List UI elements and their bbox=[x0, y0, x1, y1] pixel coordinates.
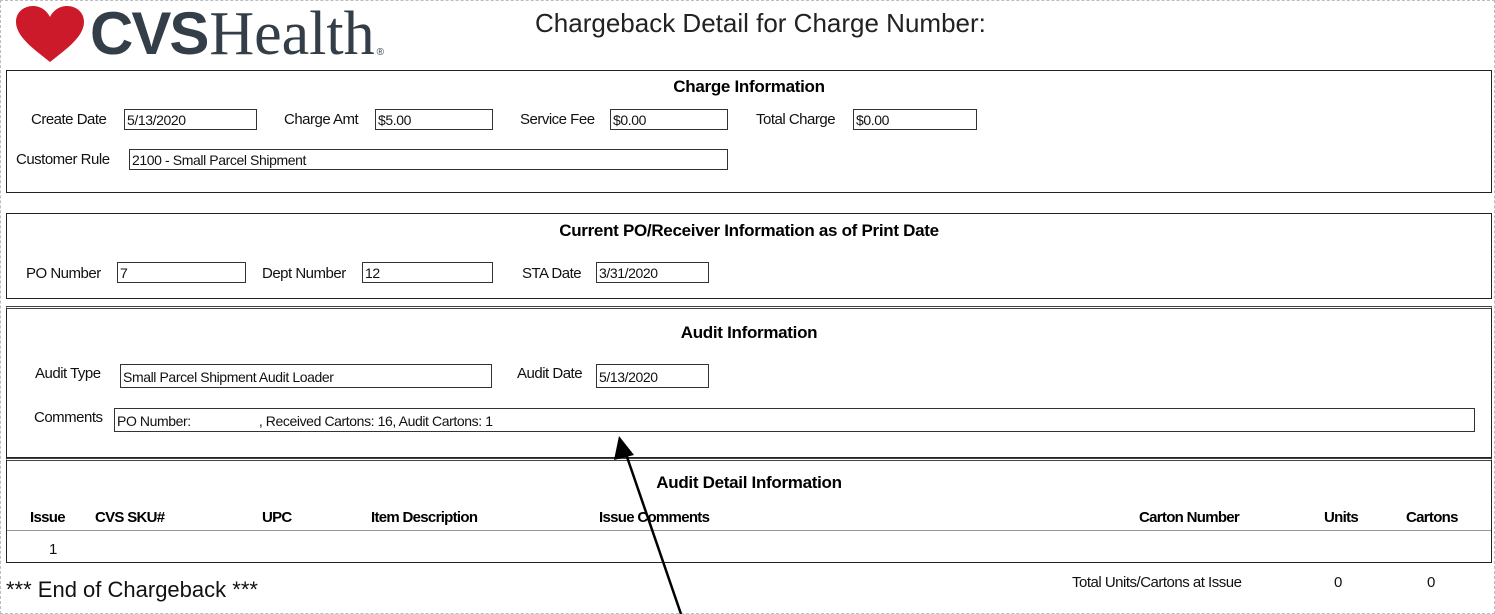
charge-information-title: Charge Information bbox=[673, 77, 825, 96]
create-date-label: Create Date bbox=[31, 111, 107, 128]
logo-health-text: Health bbox=[209, 0, 375, 68]
comments-suffix: , Received Cartons: 16, Audit Cartons: 1 bbox=[258, 413, 493, 429]
logo-cvs-text: CVS bbox=[90, 0, 208, 67]
customer-rule-label: Customer Rule bbox=[16, 151, 110, 168]
column-header-units: Units bbox=[1324, 509, 1359, 526]
po-receiver-title: Current PO/Receiver Information as of Print Date bbox=[559, 221, 939, 240]
sta-date-field[interactable]: 3/31/2020 bbox=[596, 262, 709, 283]
table-row-issue: 1 bbox=[49, 541, 57, 558]
po-number-field[interactable]: 7 bbox=[117, 262, 246, 283]
charge-amt-label: Charge Amt bbox=[284, 111, 359, 128]
dept-number-field[interactable]: 12 bbox=[362, 262, 493, 283]
column-header-cartons: Cartons bbox=[1406, 509, 1458, 526]
total-cartons-value: 0 bbox=[1427, 574, 1435, 591]
audit-date-label: Audit Date bbox=[517, 365, 583, 382]
po-number-label: PO Number bbox=[26, 265, 101, 282]
column-header-item-description: Item Description bbox=[371, 509, 478, 526]
service-fee-label: Service Fee bbox=[520, 111, 595, 128]
total-charge-label: Total Charge bbox=[756, 111, 836, 128]
audit-type-label: Audit Type bbox=[35, 365, 101, 382]
column-header-upc: UPC bbox=[262, 509, 292, 526]
customer-rule-field[interactable]: 2100 - Small Parcel Shipment bbox=[129, 149, 728, 170]
page-title: Chargeback Detail for Charge Number: bbox=[535, 8, 986, 38]
create-date-field[interactable]: 5/13/2020 bbox=[124, 109, 257, 130]
total-units-value: 0 bbox=[1334, 574, 1342, 591]
sta-date-label: STA Date bbox=[522, 265, 582, 282]
audit-date-field[interactable]: 5/13/2020 bbox=[596, 364, 709, 388]
total-charge-field[interactable]: $0.00 bbox=[853, 109, 977, 130]
comments-label: Comments bbox=[34, 409, 103, 426]
end-of-chargeback-text: *** End of Chargeback *** bbox=[6, 577, 258, 602]
column-header-cvs-sku: CVS SKU# bbox=[95, 509, 165, 526]
comments-prefix: PO Number: bbox=[117, 413, 191, 429]
charge-amt-field[interactable]: $5.00 bbox=[375, 109, 493, 130]
column-header-issue: Issue bbox=[30, 509, 65, 526]
service-fee-field[interactable]: $0.00 bbox=[610, 109, 728, 130]
audit-detail-title: Audit Detail Information bbox=[656, 473, 842, 492]
dept-number-label: Dept Number bbox=[262, 265, 346, 282]
audit-information-title: Audit Information bbox=[680, 323, 818, 342]
column-header-issue-comments: Issue Comments bbox=[599, 509, 710, 526]
column-header-carton-number: Carton Number bbox=[1139, 509, 1240, 526]
audit-type-field[interactable]: Small Parcel Shipment Audit Loader bbox=[120, 364, 492, 388]
logo-registered-mark: ® bbox=[376, 47, 385, 58]
total-units-cartons-label: Total Units/Cartons at Issue bbox=[1072, 574, 1242, 591]
